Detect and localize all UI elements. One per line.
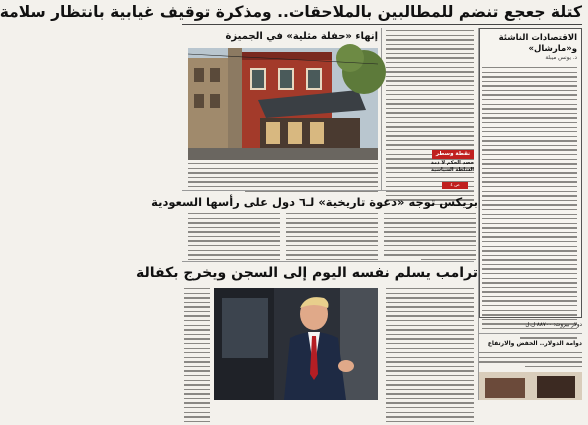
brics-headline[interactable]: بريكس توجه «دعوة تاريخية» لـ٦ دول على رأسها السعودية [151,195,478,209]
photo-story-title[interactable]: إنهاء «حفلة مثلية» في الجميزة [225,31,378,42]
page-badge: ص ٤ [442,182,468,189]
dollar-article-text [479,352,582,370]
opinion-title[interactable]: الاقتصادات الناشئة و«مارشال» [498,33,577,54]
section-divider [182,190,474,191]
opinion-column [479,28,582,318]
trump-photo [214,288,378,400]
trump-article-text [386,288,474,400]
trump-headline[interactable]: ترامب يسلم نفسه اليوم إلى السجن ويخرج بكفالة [136,265,478,281]
street-building-photo [188,48,378,160]
dollar-rate: دولار بيروت: ٨٨٧٠٠ ل.ل [525,322,582,328]
section-subtitle[interactable]: حصد الحكم لا ذمة السلطة السياسية [430,160,474,173]
main-headline[interactable]: كتلة جعجع تنضم للمطالبين بالملاحقات.. ومذكرة توقيف غيابية بانتظار سلامة [0,3,582,21]
brics-article-text [188,213,476,261]
dollar-photo [479,372,582,400]
section-tag[interactable]: نقطة وسطر [432,150,474,159]
section-divider [182,261,474,262]
dollar-article-title[interactable]: دوامة الدولار.. الخفض والارتفاع [487,340,582,347]
dollar-illustration [479,372,582,400]
opinion-author: د. يونس ميبلة [545,55,577,61]
column-divider [381,28,382,190]
opinion-body-text [482,67,577,342]
headline-divider [182,24,582,25]
section-divider [479,333,582,334]
trump-caption-text [184,288,210,425]
building-illustration [188,48,378,160]
person-illustration [214,288,378,400]
